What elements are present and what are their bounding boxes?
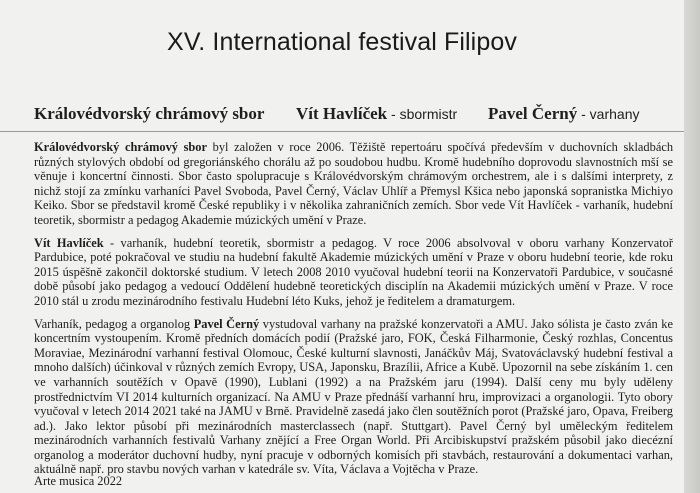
footer-label: Arte musica 2022 [34, 474, 123, 488]
article-body [34, 140, 673, 485]
performer-role: - varhany [577, 106, 640, 122]
performer-conductor [296, 104, 457, 124]
performers-row [34, 104, 674, 126]
paragraph-pre: Varhaník, pedagog a organolog [34, 316, 194, 331]
performer-role: - sbormistr [387, 106, 458, 122]
page-edge [684, 0, 700, 493]
performer-name: Pavel Černý [488, 104, 578, 123]
performer-organist [488, 104, 639, 124]
paragraph-text: byl založen v roce 2006. Těžiště repertoáru spočívá především v duchovních skladbách různých stylových období od gregoriánského chorálu až po soudobou hudbu. Kromě hudebního doprovodu slavnostních mší se věnuje i koncertní činnosti. Sbor často spolupracuje s Královédvorským chrámovým orchestrem, ale i s dalšími interprety, z nichž stojí za zmínku varhaníci Pavel Svoboda, Pavel Černý, Václav Uhlíř a Přemysl Kšica nebo japonská sopranistka Michiyo Keiko. Sbor se představil kromě České republiky i v několika zahraničních zemích. Sbor vede Vít Havlíček - varhaník, hudební teoretik, sbormistr a pedagog Akademie múzických umění v Praze. [34, 140, 674, 227]
paragraph-choir [34, 140, 673, 228]
divider [0, 131, 684, 132]
paragraph-lead: Pavel Černý [193, 316, 260, 331]
page-title: XV. International festival Filipov [167, 28, 517, 56]
performer-name: Královédvorský chrámový sbor [34, 104, 265, 123]
paragraph-text: - varhaník, hudební teoretik, sbormistr a pedagog. V roce 2006 absolvoval v oboru varhany Konzervatoř Pardubice, poté pokračoval ve studiu na hudební fakultě Akademie múzických umění v Praze v oboru hudební teorie, kde roku 2015 úspěšně zakončil doktorské studium. V letech 2008 2010 vyučoval hudební teorii na Konzervatoři Pardubice, v současné době působí jako pedagog a vedoucí Oddělení hudebně teoretických disciplín na Akademii múzických umění v Praze. V roce 2010 stál u zrodu mezinárodního festivalu Hudební léto Kuks, jehož je ředitelem a dramaturgem. [34, 235, 674, 308]
paragraph-conductor [34, 236, 673, 309]
paragraph-lead: Královédvorský chrámový sbor [34, 140, 208, 154]
paragraph-lead: Vít Havlíček [34, 235, 104, 250]
paragraph-organist [34, 317, 673, 478]
performer-choir [34, 104, 264, 124]
performer-name: Vít Havlíček [296, 104, 388, 123]
paragraph-text: vystudoval varhany na pražské konzervatoři a AMU. Jako sólista je často zván ke koncertním vystoupením. Kromě předních domácích podií (Pražské jaro, FOK, Česká Filharmonie, Český rozhlas, Concentus Moraviae, Mezinárodní varhanní festival Olomouc, České kulturní slavnosti, Janáčkův Máj, Svatováclavský hudební festival a mnoho dalších) účinkoval v různých zemích Evropy, USA, Japonsku, Brazílii, Africe a Kubě. Upozornil na sebe získáním 1. cen ve varhanních soutěžích v Opavě (1990), Lublani (1992) a na Pražském jaru (1994). Další ceny mu byly uděleny prostřednictvím VI 2014 kulturních organizací. Na AMU v Praze přednáší varhanní hru, improvizaci a organologii. Tyto obory vyučoval v letech 2014 2021 také na JAMU v Brně. Pravidelně zasedá jako člen soutěžních porot (Pražské jaro, Opava, Freiberg ad.). Jako lektor působí při mezinárodních masterclassech (např. Stuttgart). Pavel Černý byl uměleckým ředitelem mezinárodních varhanních festivalů Varhany znějící a Free Organ World. Při Arcibiskupství pražském působil jako diecézní organolog a moderátor duchovní hudby, nyní pracuje v odborných komisích při stavbách, restaurování a dokumentaci varhan, aktuálně např. pro stavbu nových varhan v katedrále sv. Víta, Václava a Vojtěcha v Praze. [34, 316, 673, 477]
